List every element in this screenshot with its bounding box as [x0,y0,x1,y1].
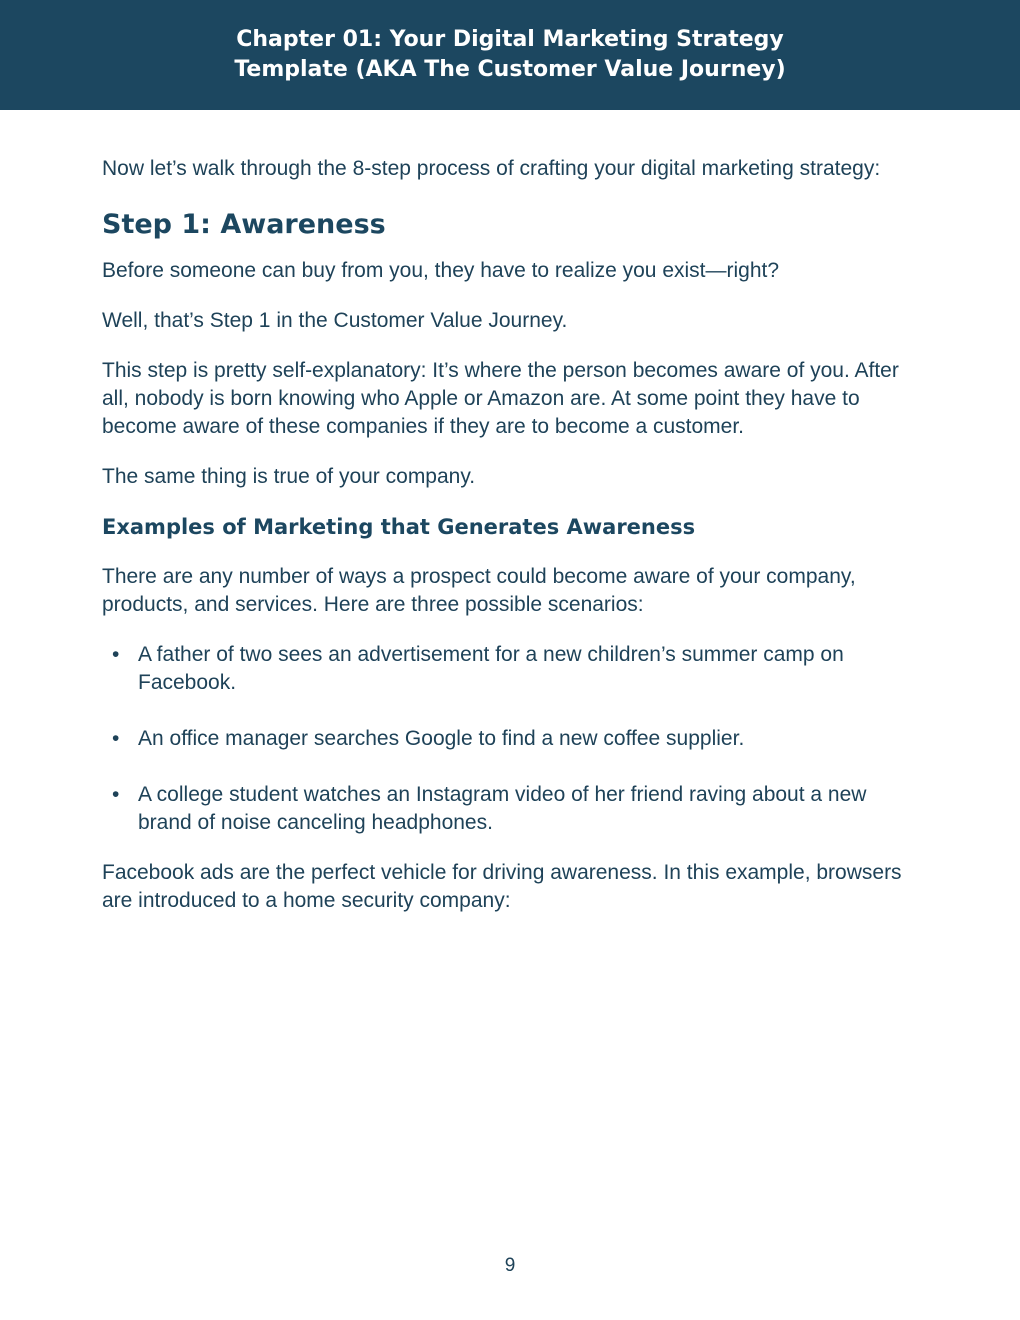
paragraph-4: The same thing is true of your company. [102,465,476,488]
list-item [102,641,917,697]
list-item-text: An office manager searches Google to find a new coffee supplier. [138,727,745,750]
chapter-header-bar [0,0,1020,110]
paragraph-3: This step is pretty self-explanatory: It’s where the person becomes aware of you. After all, nobody is born knowing who Apple or Amazon are. At some point they have to become aware of these companies if they are to become a customer. [102,359,899,438]
chapter-title-line-2: Template (AKA The Customer Value Journey) [234,57,786,82]
list-item [102,725,917,753]
bullet-dot-icon: • [112,643,120,666]
paragraph-2: Well, that’s Step 1 in the Customer Value Journey. [102,309,568,332]
chapter-title [160,25,860,85]
bullet-dot-icon: • [112,727,120,750]
scenario-list [102,641,917,837]
list-item-text: A college student watches an Instagram video of her friend raving about a new brand of noise canceling headphones. [138,783,867,834]
closing-paragraph: Facebook ads are the perfect vehicle for driving awareness. In this example, browsers are introduced to a home security company: [102,861,902,912]
page-number: 9 [504,1255,516,1276]
examples-subheading: Examples of Marketing that Generates Awareness [102,515,696,539]
intro-paragraph: Now let’s walk through the 8-step process of crafting your digital marketing strategy: [102,157,881,180]
list-item [102,781,917,837]
paragraph-1: Before someone can buy from you, they have to realize you exist—right? [102,259,780,282]
page-content [102,155,917,915]
list-item-text: A father of two sees an advertisement for a new children’s summer camp on Facebook. [138,643,844,694]
chapter-title-line-1: Chapter 01: Your Digital Marketing Strategy [236,27,784,52]
examples-intro-paragraph: There are any number of ways a prospect could become aware of your company, products, and services. Here are three possible scenarios: [102,565,856,616]
step-heading: Step 1: Awareness [102,209,386,240]
bullet-dot-icon: • [112,783,120,806]
